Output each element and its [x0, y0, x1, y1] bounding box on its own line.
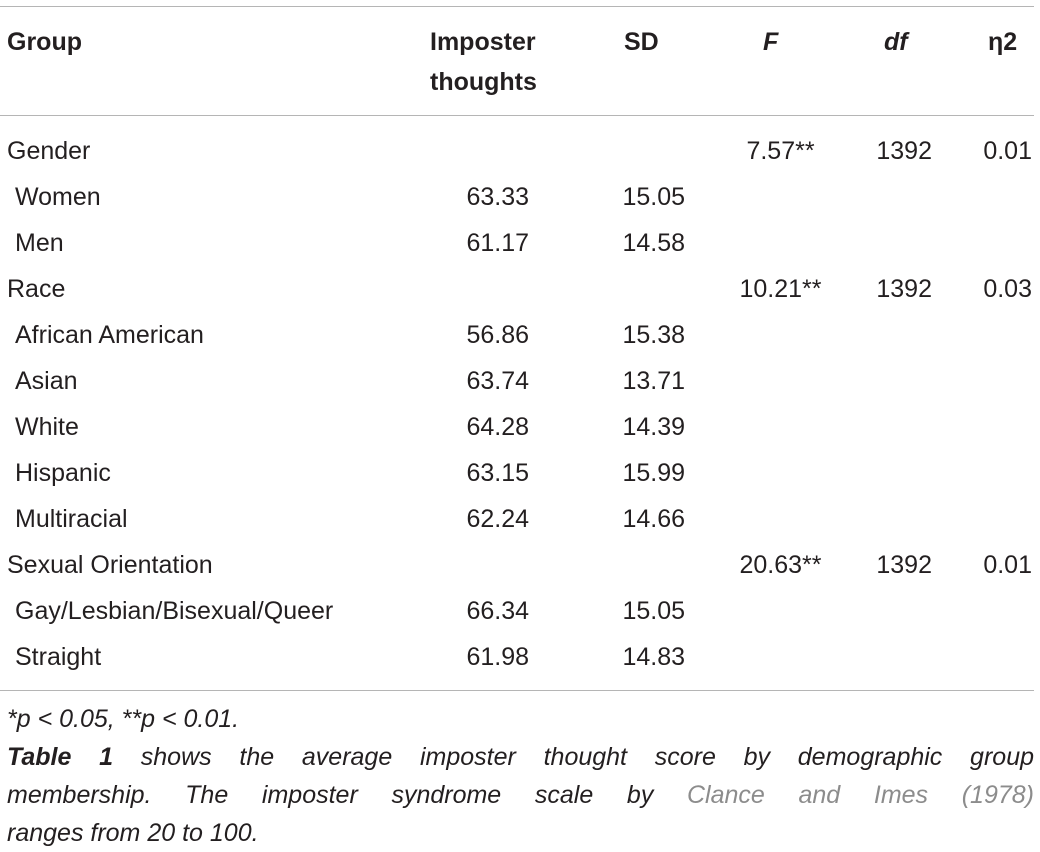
cell-sd: 15.38	[622, 321, 685, 349]
table-header-rule	[0, 115, 1034, 116]
table-row	[0, 496, 1034, 542]
cell-imposter-thoughts: 63.74	[466, 367, 529, 395]
caption-line-2	[7, 776, 1034, 814]
cell-df: 1392	[876, 551, 932, 579]
cell-df: 1392	[876, 275, 932, 303]
cell-group: Straight	[15, 643, 102, 671]
cell-group: Gender	[7, 137, 91, 165]
cell-f: 7.57**	[746, 137, 815, 165]
cell-group: White	[15, 413, 79, 441]
cell-imposter-thoughts: 56.86	[466, 321, 529, 349]
cell-group: Women	[15, 183, 101, 211]
table-row	[0, 220, 1034, 266]
caption-line-1	[7, 738, 1034, 776]
cell-sd: 14.58	[622, 229, 685, 257]
cell-df: 1392	[876, 137, 932, 165]
cell-group: Asian	[15, 367, 78, 395]
caption-line-3: ranges from 20 to 100.	[7, 819, 259, 847]
header-f: F	[763, 28, 779, 56]
caption-text-1: shows the average imposter thought score by demographic group	[113, 743, 1034, 771]
table-row	[0, 588, 1034, 634]
table-top-rule	[0, 6, 1034, 7]
table-group-row	[0, 266, 1034, 312]
cell-sd: 14.83	[622, 643, 685, 671]
caption-table-ref: Table 1	[7, 743, 114, 771]
cell-group: Multiracial	[15, 505, 128, 533]
table-caption	[7, 738, 1034, 852]
table-bottom-rule	[0, 690, 1034, 691]
cell-group: Gay/Lesbian/Bisexual/Queer	[15, 597, 334, 625]
cell-sd: 13.71	[622, 367, 685, 395]
cell-imposter-thoughts: 66.34	[466, 597, 529, 625]
cell-sd: 14.66	[622, 505, 685, 533]
cell-f: 10.21**	[739, 275, 822, 303]
cell-imposter-thoughts: 64.28	[466, 413, 529, 441]
cell-imposter-thoughts: 62.24	[466, 505, 529, 533]
cell-group: Men	[15, 229, 64, 257]
cell-sd: 15.05	[622, 597, 685, 625]
table-footnote: *p < 0.05, **p < 0.01.	[7, 705, 240, 733]
cell-eta: 0.01	[983, 137, 1032, 165]
cell-eta: 0.01	[983, 551, 1032, 579]
cell-sd: 15.05	[622, 183, 685, 211]
header-imposter-line1: Imposter	[430, 28, 536, 56]
table-row	[0, 174, 1034, 220]
cell-group: Race	[7, 275, 66, 303]
table-row	[0, 312, 1034, 358]
table-row	[0, 404, 1034, 450]
cell-group: African American	[15, 321, 204, 349]
table-group-row	[0, 542, 1034, 588]
cell-group: Sexual Orientation	[7, 551, 213, 579]
header-sd: SD	[624, 28, 659, 56]
table-row	[0, 450, 1034, 496]
cell-f: 20.63**	[739, 551, 822, 579]
table-row	[0, 358, 1034, 404]
cell-sd: 15.99	[622, 459, 685, 487]
cell-imposter-thoughts: 61.98	[466, 643, 529, 671]
cell-imposter-thoughts: 63.15	[466, 459, 529, 487]
table-row	[0, 634, 1034, 680]
cell-sd: 14.39	[622, 413, 685, 441]
header-group: Group	[7, 28, 82, 56]
header-imposter-line2: thoughts	[430, 68, 537, 96]
table-group-row	[0, 128, 1034, 174]
caption-citation-link[interactable]: Clance and Imes (1978)	[687, 781, 1034, 809]
cell-imposter-thoughts: 61.17	[466, 229, 529, 257]
header-df: df	[884, 28, 908, 56]
cell-group: Hispanic	[15, 459, 111, 487]
cell-imposter-thoughts: 63.33	[466, 183, 529, 211]
header-eta: η2	[988, 28, 1018, 56]
cell-eta: 0.03	[983, 275, 1032, 303]
caption-text-2: membership. The imposter syndrome scale by	[7, 781, 687, 809]
